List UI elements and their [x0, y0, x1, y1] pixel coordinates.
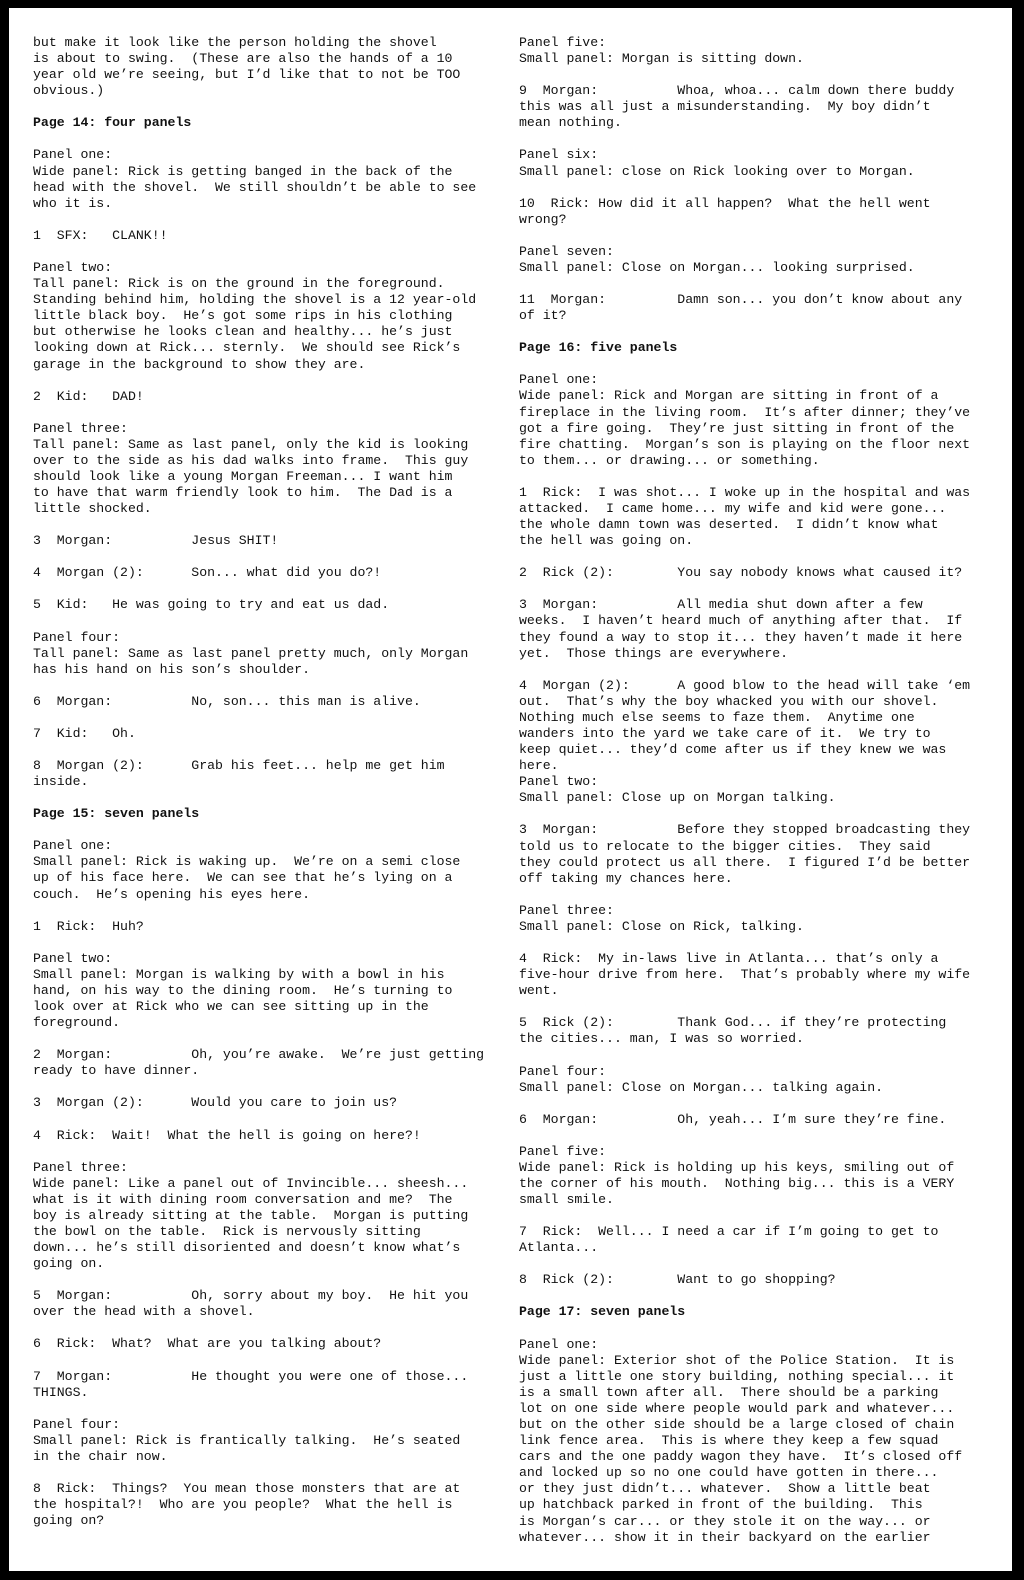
script-paragraph: Panel two: Small panel: Morgan is walking by with a bowl in his hand, on his way to the dining room. He’s turning to look over at Rick who we can see sitting up in the foreground. — [33, 950, 453, 1031]
script-paragraph: 4 Rick: Wait! What the hell is going on here?! — [33, 1127, 421, 1143]
script-paragraph: 2 Morgan: Oh, you’re awake. We’re just getting ready to have dinner. — [33, 1047, 485, 1079]
script-paragraph: 1 SFX: CLANK!! — [33, 227, 168, 243]
script-paragraph: Panel one: Wide panel: Rick and Morgan are sitting in front of a fireplace in the living room. It’s after dinner; they’ve got a fire going. They’re just sitting in front of the fire chatting. Morgan’s son is playing on the floor next to them... or drawing... or something. — [519, 372, 971, 468]
script-paragraph: 7 Rick: Well... I need a car if I’m going to get to Atlanta... — [519, 1224, 939, 1256]
script-paragraph: 10 Rick: How did it all happen? What the hell went wrong? — [519, 195, 931, 227]
script-paragraph: 1 Rick: I was shot... I woke up in the hospital and was attacked. I came home... my wife and kid were gone... the whole damn town was deserted. I didn’t know what the hell was going on. — [519, 484, 971, 549]
script-paragraph: 4 Morgan (2): Son... what did you do?! — [33, 565, 382, 581]
script-paragraph: 4 Rick: My in-laws live in Atlanta... that’s only a five-hour drive from here. That’s probably where my wife went. — [519, 951, 971, 999]
script-paragraph: Panel three: Wide panel: Like a panel out of Invincible... sheesh... what is it with dining room conversation and me? The boy is already sitting at the table. Morgan is putting the bowl on the table. Rick is nervously sitting down... he’s still disoriented and doesn’t know what’s going on. — [33, 1159, 469, 1272]
script-paragraph: 6 Morgan: No, son... this man is alive. — [33, 693, 421, 709]
right-column — [519, 35, 989, 1562]
script-paragraph: 5 Morgan: Oh, sorry about my boy. He hit you over the head with a shovel. — [33, 1288, 469, 1320]
script-paragraph: 6 Morgan: Oh, yeah... I’m sure they’re fine. — [519, 1111, 947, 1127]
script-paragraph: 7 Kid: Oh. — [33, 725, 136, 741]
page-heading: Page 16: five panels — [519, 340, 678, 356]
script-paragraph: 8 Rick: Things? You mean those monsters that are at the hospital?! Who are you people? What the hell is going on? — [33, 1481, 461, 1529]
script-page — [9, 8, 1012, 1571]
script-paragraph: 8 Rick (2): Want to go shopping? — [519, 1272, 836, 1288]
script-paragraph: 11 Morgan: Damn son... you don’t know about any of it? — [519, 292, 963, 324]
script-paragraph: Panel three: Small panel: Close on Rick, talking. — [519, 902, 804, 934]
script-paragraph: 9 Morgan: Whoa, whoa... calm down there buddy this was all just a misunderstanding. My boy didn’t mean nothing. — [519, 83, 955, 131]
script-paragraph: 3 Morgan (2): Would you care to join us? — [33, 1095, 398, 1111]
script-paragraph: Panel five: Small panel: Morgan is sitting down. — [519, 35, 804, 67]
script-paragraph: 1 Rick: Huh? — [33, 918, 144, 934]
script-paragraph: 3 Morgan: All media shut down after a few weeks. I haven’t heard much of anything after that. If they found a way to stop it... they haven’t made it here yet. Those things are everywhere. — [519, 597, 963, 661]
script-paragraph: 8 Morgan (2): Grab his feet... help me get him inside. — [33, 758, 445, 790]
page-heading: Page 15: seven panels — [33, 806, 200, 822]
script-paragraph: 6 Rick: What? What are you talking about? — [33, 1336, 382, 1352]
script-paragraph: Panel seven: Small panel: Close on Morgan... looking surprised. — [519, 243, 915, 275]
script-paragraph: 5 Rick (2): Thank God... if they’re protecting the cities... man, I was so worried. — [519, 1015, 947, 1047]
script-paragraph: 5 Kid: He was going to try and eat us dad. — [33, 597, 390, 613]
script-paragraph: Panel one: Wide panel: Exterior shot of the Police Station. It is just a little one story building, nothing special... it is a small town after all. There should be a parking lot on one side where people would park and whatever... but on the other side should be a large closed of chain link fence area. This is where they keep a few squad cars and the one paddy wagon they have. It’s closed off and locked up so no one could have gotten in there... or they just didn’t... whatever. Show a little beat up hatchback parked in front of the building. This is Morgan’s car... or they stole it on the way... or whatever... show it in their backyard on the earlier — [519, 1336, 963, 1545]
script-paragraph: Panel six: Small panel: close on Rick looking over to Morgan. — [519, 147, 915, 179]
script-paragraph: Panel four: Small panel: Close on Morgan... talking again. — [519, 1063, 884, 1095]
script-paragraph: 3 Morgan: Jesus SHIT! — [33, 533, 279, 549]
script-paragraph: 7 Morgan: He thought you were one of those... THINGS. — [33, 1368, 469, 1400]
script-paragraph: Panel four: Tall panel: Same as last panel pretty much, only Morgan has his hand on his son’s shoulder. — [33, 629, 469, 677]
script-paragraph: Panel five: Wide panel: Rick is holding up his keys, smiling out of the corner of his mouth. Nothing big... this is a VERY small smile. — [519, 1143, 955, 1208]
script-paragraph: 2 Kid: DAD! — [33, 388, 144, 404]
script-paragraph: but make it look like the person holding the shovel is about to swing. (These are also the hands of a 10 year old we’re seeing, but I’d like that to not be TOO obvious.) — [33, 35, 461, 99]
page-heading: Page 14: four panels — [33, 115, 192, 131]
left-column — [33, 35, 503, 1545]
script-paragraph: 2 Rick (2): You say nobody knows what caused it? — [519, 565, 963, 581]
script-paragraph: Panel one: Wide panel: Rick is getting banged in the back of the head with the shovel. We still shouldn’t be able to see who it is. — [33, 147, 477, 211]
page-heading: Page 17: seven panels — [519, 1304, 686, 1320]
script-paragraph: Panel two: Tall panel: Rick is on the ground in the foreground. Standing behind him, holding the shovel is a 12 year-old little black boy. He’s got some rips in his clothing but otherwise he looks clean and healthy... he’s just looking down at Rick... sternly. We should see Rick’s garage in the background to show they are. — [33, 259, 477, 372]
script-paragraph: Panel four: Small panel: Rick is frantically talking. He’s seated in the chair now. — [33, 1416, 461, 1464]
script-paragraph: 4 Morgan (2): A good blow to the head will take ‘em out. That’s why the boy whacked you with our shovel. Nothing much else seems to faze them. Anytime one wanders into the yard we take care of it. We try to keep quiet... they’d come after us if they knew we was here. Panel two: Small panel: Close up on Morgan talking. — [519, 677, 971, 806]
script-paragraph: Panel one: Small panel: Rick is waking up. We’re on a semi close up of his face here. We can see that he’s lying on a couch. He’s opening his eyes here. — [33, 838, 461, 902]
script-paragraph: Panel three: Tall panel: Same as last panel, only the kid is looking over to the side as his dad walks into frame. This guy should look like a young Morgan Freeman... I want him to have that warm friendly look to him. The Dad is a little shocked. — [33, 420, 469, 517]
script-paragraph: 3 Morgan: Before they stopped broadcasting they told us to relocate to the bigger cities. They said they could protect us all there. I figured I’d be better off taking my chances here. — [519, 822, 971, 886]
